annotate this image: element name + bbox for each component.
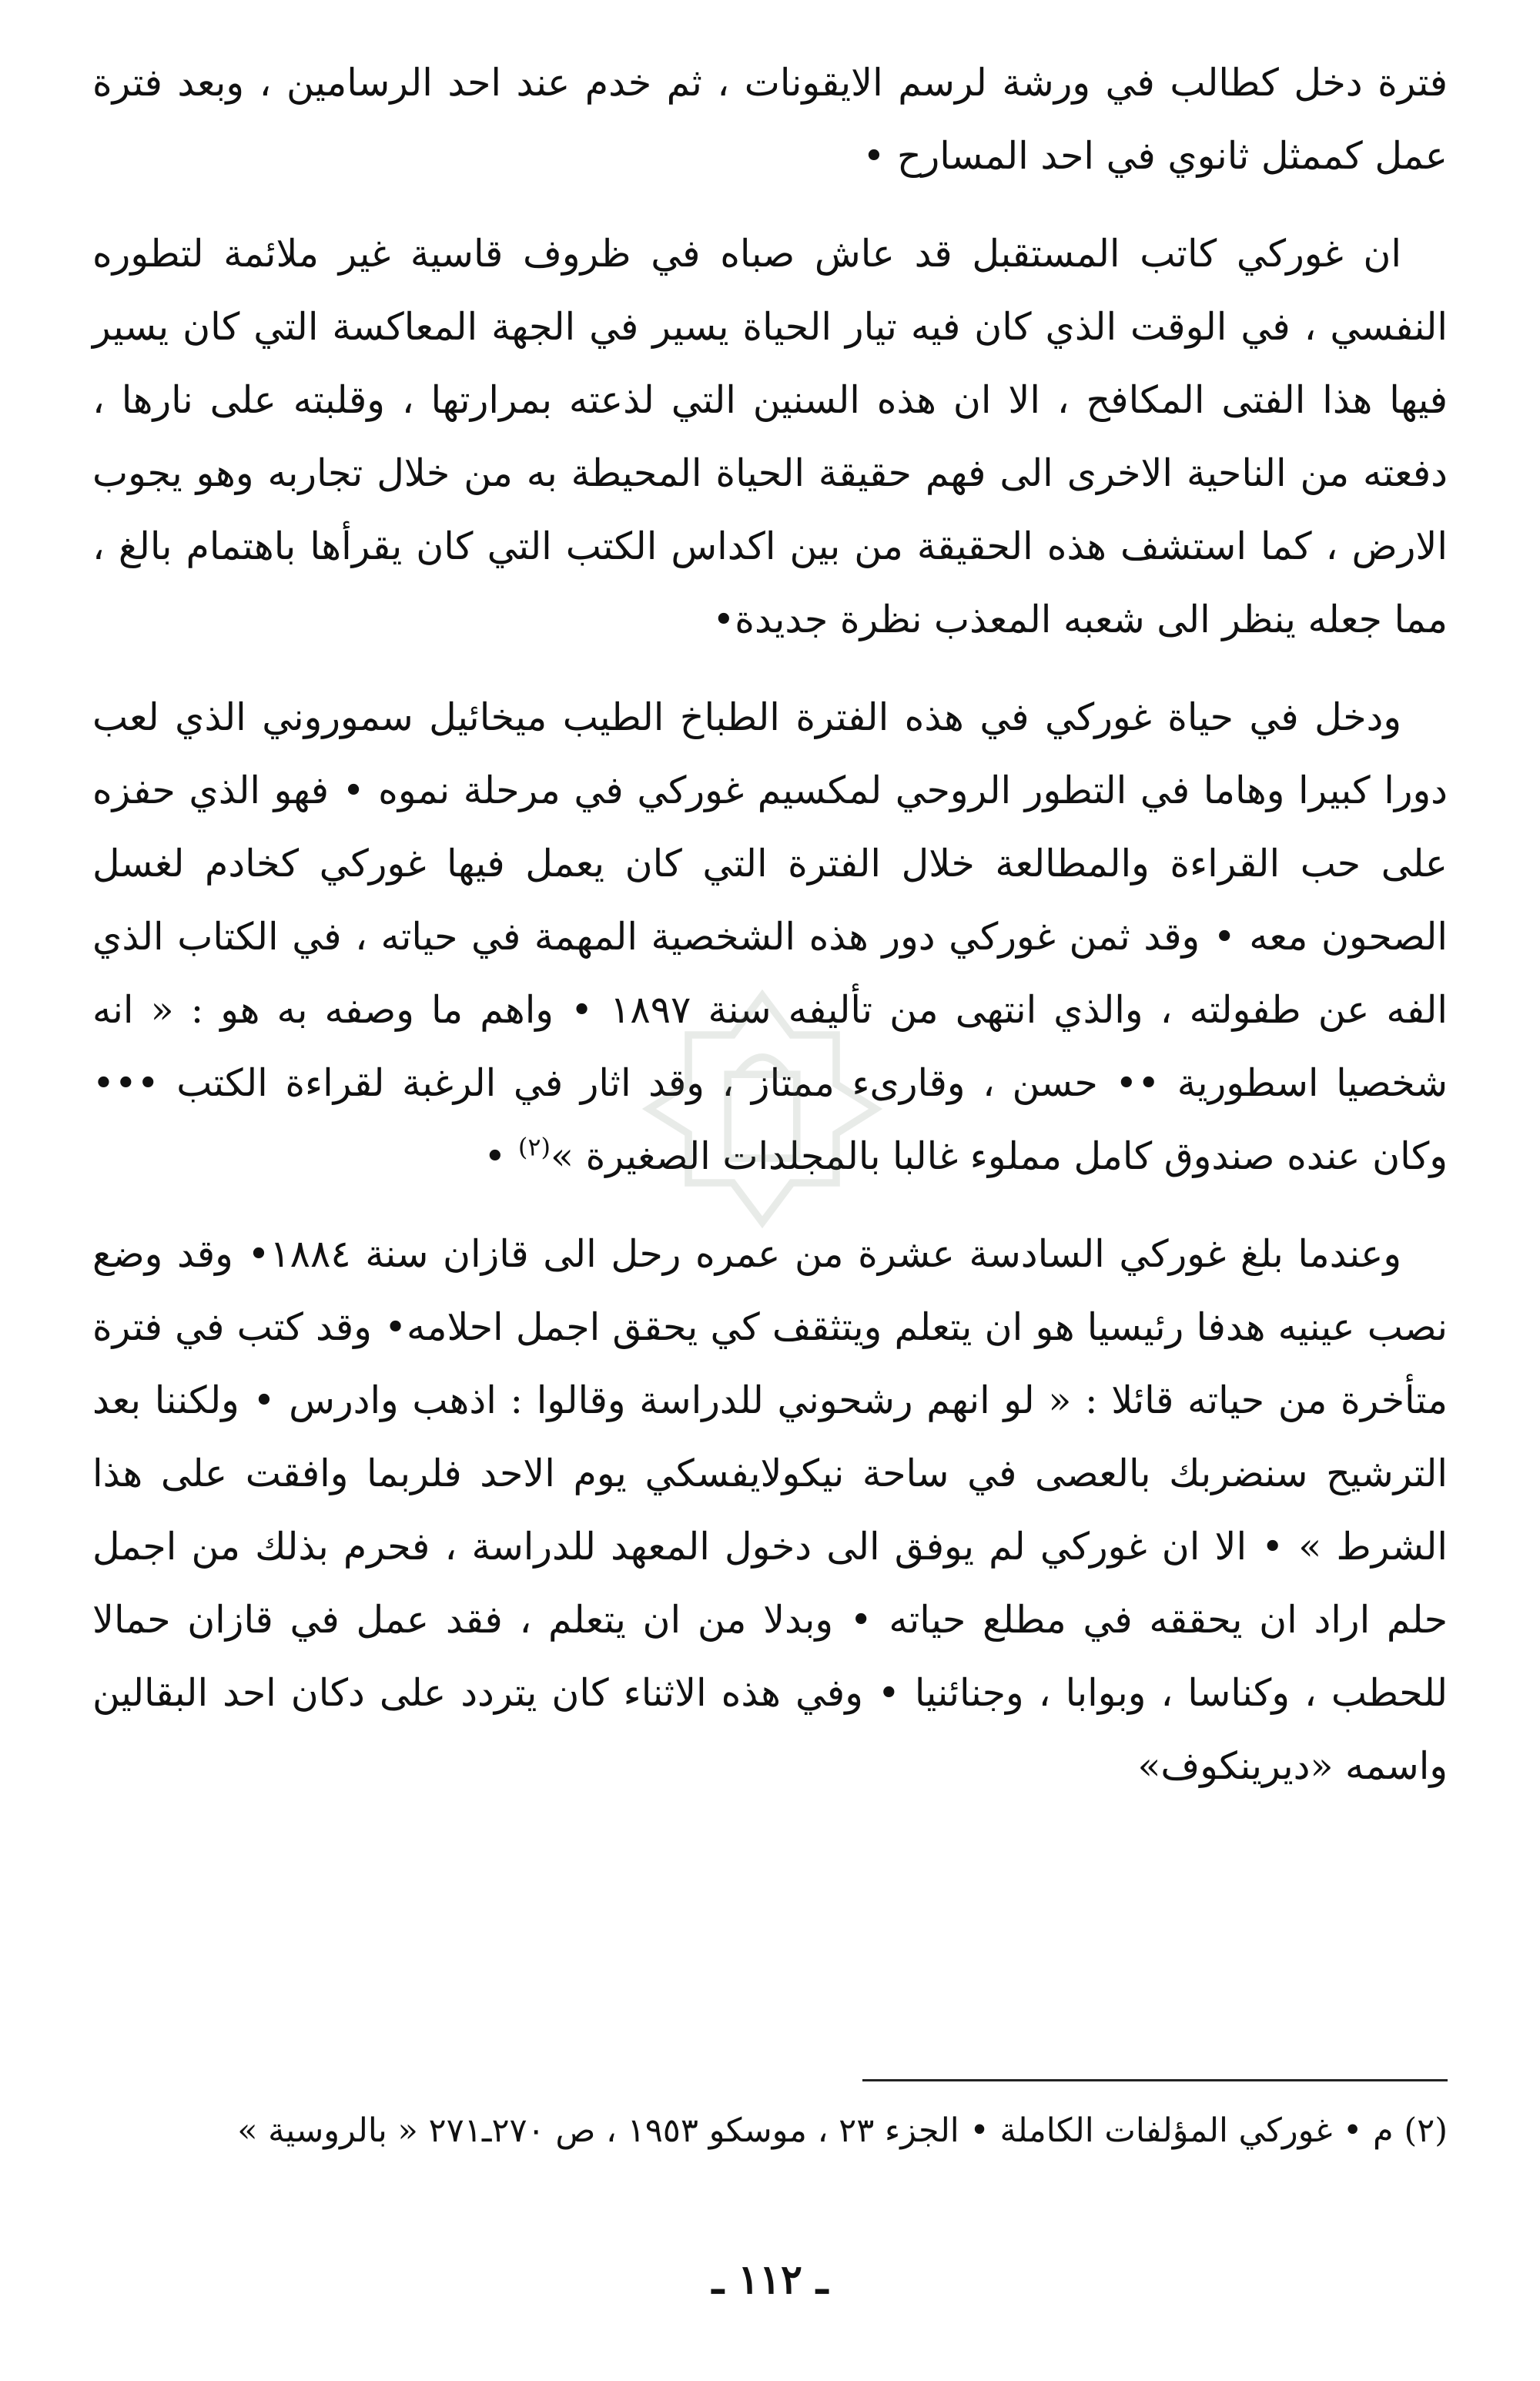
paragraph-3-end: • — [484, 1134, 518, 1178]
footnote: (٢) م • غوركي المؤلفات الكاملة • الجزء ٢٣ ، موسكو ١٩٥٣ ، ص ٢٧٠ـ٢٧١ « بالروسية » — [237, 2111, 1448, 2150]
page-number: ـ ١١٢ ـ — [711, 2256, 829, 2303]
paragraph-3-text: ودخل في حياة غوركي في هذه الفترة الطباخ الطيب ميخائيل سموروني الذي لعب دورا كبيرا وهاما في التطور الروحي لمكسيم غوركي في مرحلة نموه • فهو الذي حفزه على حب القراءة والمطالعة خلال الفترة التي كان يعمل فيها غوركي كخادم لغسل الصحون معه • وقد ثمن غوركي دور هذه الشخصية المهمة في حياته ، في الكتاب الذي الفه عن طفولته ، والذي انتهى من تأليفه سنة ١٨٩٧ • واهم ما وصفه به هو : « انه شخصيا اسطورية •• حسن ، وقارىء ممتاز ، وقد اثار في الرغبة لقراءة الكتب ••• وكان عنده صندوق كامل مملوء غالبا بالمجلدات الصغيرة » — [92, 695, 1448, 1178]
footnote-reference: (٢) — [517, 1132, 551, 1162]
paragraph-2: ان غوركي كاتب المستقبل قد عاش صباه في ظروف قاسية غير ملائمة لتطوره النفسي ، في الوقت الذي كان فيه تيار الحياة يسير في الجهة المعاكسة التي كان يسير فيها هذا الفتى المكافح ، الا ان هذه السنين التي لذعته بمرارتها ، وقلبته على نارها ، دفعته من الناحية الاخرى الى فهم حقيقة الحياة المحيطة به من خلال تجاربه وهو يجوب الارض ، كما استشف هذه الحقيقة من بين اكداس الكتب التي كان يقرأها باهتمام بالغ ، مما جعله ينظر الى شعبه المعذب نظرة جديدة• — [92, 232, 1448, 641]
paragraph-1: فترة دخل كطالب في ورشة لرسم الايقونات ، ثم خدم عند احد الرسامين ، وبعد فترة عمل كممثل ثانوي في احد المسارح • — [92, 61, 1448, 178]
paragraph-4: وعندما بلغ غوركي السادسة عشرة من عمره رحل الى قازان سنة ١٨٨٤• وقد وضع نصب عينيه هدفا رئيسيا هو ان يتعلم ويتثقف كي يحقق اجمل احلامه• وقد كتب في فترة متأخرة من حياته قائلا : « لو انهم رشحوني للدراسة وقالوا : اذهب وادرس • ولكننا بعد الترشيح سنضربك بالعصى في ساحة نيكولايفسكي يوم الاحد فلربما وافقت على هذا الشرط » • الا ان غوركي لم يوفق الى دخول المعهد للدراسة ، فحرم بذلك من اجمل حلم اراد ان يحققه في مطلع حياته • وبدلا من ان يتعلم ، فقد عمل في قازان حمالا للحطب ، وكناسا ، وبوابا ، وجنائنيا • وفي هذه الاثناء كان يتردد على دكان احد البقالين واسمه «ديرينكوف» — [92, 1232, 1448, 1788]
watermark-logo-icon — [639, 986, 886, 1232]
page-body — [92, 46, 1448, 1827]
footnote-divider — [862, 2079, 1448, 2081]
